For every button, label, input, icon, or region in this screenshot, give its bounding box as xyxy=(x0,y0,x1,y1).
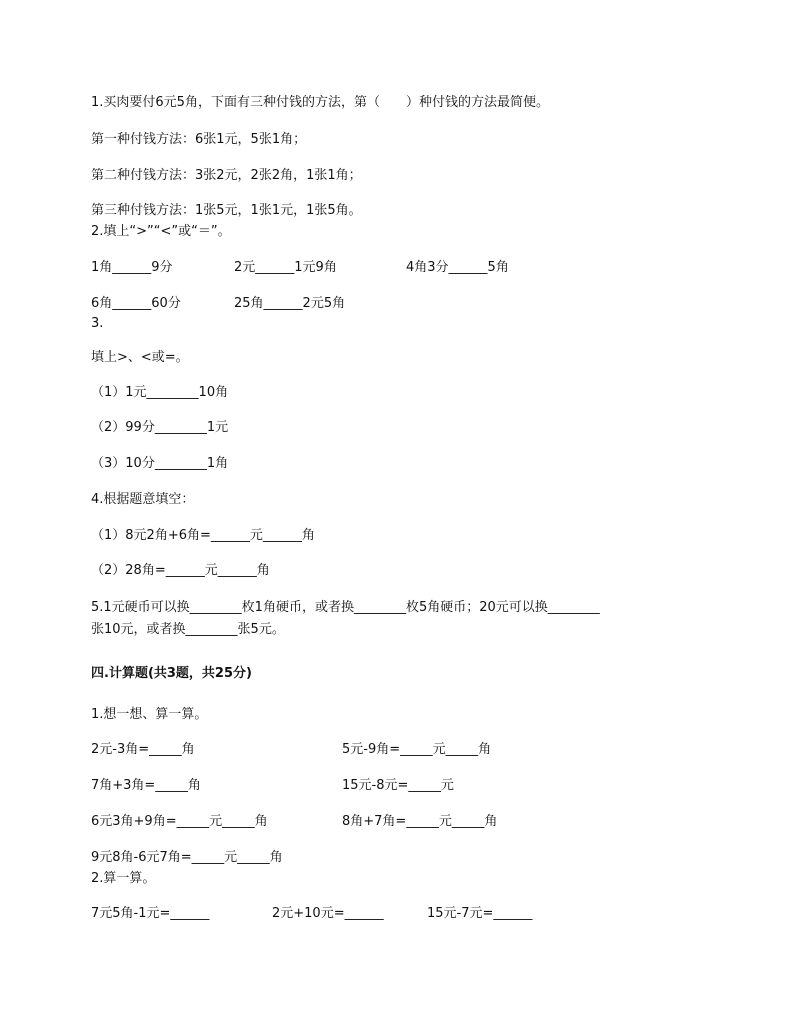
q1-method-3: 第三种付钱方法：1张5元，1张1元，1张5角。 xyxy=(91,203,362,218)
q2-row2-item: 25角______2元5角 xyxy=(234,296,346,311)
section-title: 四.计算题(共3题，共25分) xyxy=(91,666,252,681)
q2-row1-item: 4角3分______5角 xyxy=(406,260,509,275)
q3-item: （3）10分________1角 xyxy=(91,456,229,471)
q4-item: （1）8元2角+6角=______元______角 xyxy=(91,528,315,543)
c1-left-item: 2元-3角=_____角 xyxy=(91,742,195,757)
c1-right-item: 8角+7角=_____元_____角 xyxy=(342,814,498,829)
q1-text: 1.买肉要付6元5角，下面有三种付钱的方法，第（ ）种付钱的方法最简便。 xyxy=(91,95,549,110)
c1-left-item: 9元8角-6元7角=_____元_____角 xyxy=(91,850,283,865)
q4-title: 4.根据题意填空： xyxy=(91,492,195,507)
q5-line-2: 张10元，或者换________张5元。 xyxy=(91,622,285,637)
c2-title: 2.算一算。 xyxy=(91,871,156,886)
c1-left-item: 7角+3角=_____角 xyxy=(91,778,201,793)
c1-left-item: 6元3角+9角=_____元_____角 xyxy=(91,814,268,829)
q3-item: （2）99分________1元 xyxy=(91,420,229,435)
c1-title: 1.想一想、算一算。 xyxy=(91,707,208,722)
c2-item: 2元+10元=______ xyxy=(272,906,384,921)
c1-right-item: 5元-9角=_____元_____角 xyxy=(342,742,492,757)
q3-title: 填上>、<或=。 xyxy=(91,350,189,365)
q2-row2-item: 6角______60分 xyxy=(91,296,181,311)
c1-right-item: 15元-8元=_____元 xyxy=(342,778,454,793)
q3-number: 3. xyxy=(91,316,104,331)
q4-item: （2）28角=______元______角 xyxy=(91,563,270,578)
q3-item: （1）1元________10角 xyxy=(91,385,229,400)
q2-row1-item: 1角______9分 xyxy=(91,260,173,275)
q1-method-1: 第一种付钱方法：6张1元，5张1角； xyxy=(91,132,307,147)
q2-title: 2.填上“>”“<”或“＝”。 xyxy=(91,224,231,239)
q2-row1-item: 2元______1元9角 xyxy=(234,260,337,275)
q1-method-2: 第二种付钱方法：3张2元，2张2角，1张1角； xyxy=(91,168,362,183)
c2-item: 7元5角-1元=______ xyxy=(91,906,210,921)
c2-item: 15元-7元=______ xyxy=(427,906,533,921)
q5-line-1: 5.1元硬币可以换________枚1角硬币，或者换________枚5角硬币；20元可以换________ xyxy=(91,600,600,615)
